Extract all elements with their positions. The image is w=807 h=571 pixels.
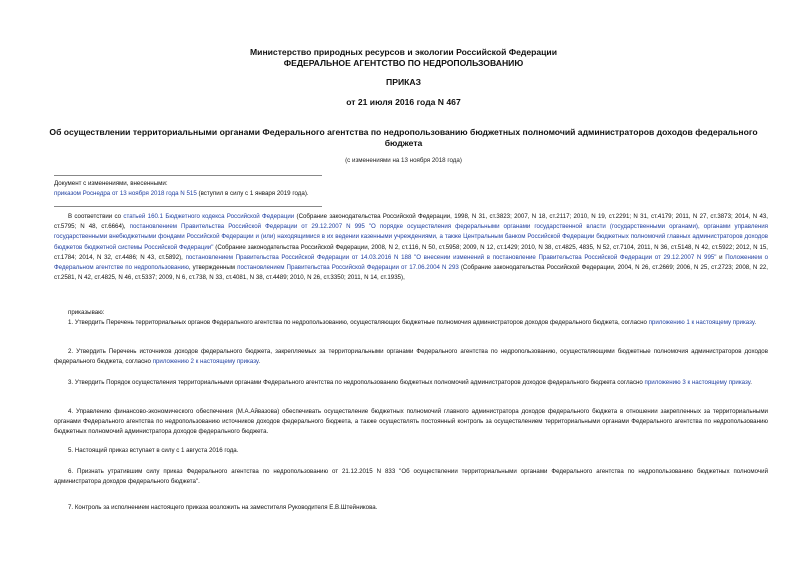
appendix-1-link[interactable]: приложению 1 к настоящему приказу [648, 319, 755, 326]
amendment-link[interactable]: приказом Роснедра от 13 ноября 2018 года N 515 [54, 190, 197, 197]
basis-text-5: , утвержденным [188, 264, 238, 272]
appendix-3-link[interactable]: приложению 3 к настоящему приказу [644, 379, 751, 386]
agency-regulation-link[interactable]: Положением о Федеральном агентстве по недропользованию [54, 253, 769, 272]
item-1 [54, 318, 768, 328]
item-2-end: . [258, 358, 261, 366]
amendments-note: (с изменениями на 13 ноября 2018 года) [345, 157, 462, 164]
government-decree-995-link[interactable]: постановлением Правительства Российской Федерации от 29.12.2007 N 995 "О порядке осуществления федеральными органами государственной власти (государственными органами), органами управления государственными внебюджетными фондами Российской Федерации и (или) находящимися в их ведении казенными учреждениями, а также Центральным банком Российской Федерации бюджетных полномочий главных администраторов доходов бюджетов бюджетной системы Российской Федерации" [54, 223, 769, 251]
item-1-text: 1. Утвердить Перечень территориальных органов Федерального агентства по недропользованию, осуществляющих бюджетные полномочия администраторов доходов федерального бюджета, согласно [68, 319, 649, 326]
amendments-line [54, 189, 322, 199]
amendment-suffix: (вступил в силу с 1 января 2019 года). [196, 190, 309, 197]
basis-text-2: (Собрание законодательства Российской Федерации, 1998, N 31, ст.3823; 2007, N 18, ст.2117; 2010, N 19, ст.2291; N 31, ст.4179; 2011, N 27, ст.3873; 2014, N 43, ст.5795; N 48, ст.6664), [54, 213, 768, 231]
item-7: 7. Контроль за исполнением настоящего приказа возложить на заместителя Руководителя Е.В.Штейникова. [68, 504, 378, 511]
item-6: 6. Признать утратившим силу приказ Федерального агентства по недропользованию от 21.12.2015 N 833 "Об осуществлении территориальными органами Федерального агентства по недропользованию бюджетных полномочий администратора доходов федерального бюджета". [54, 468, 768, 486]
basis-text-1: В соответствии со [68, 213, 124, 220]
item-3-text: 3. Утвердить Порядок осуществления территориальными органами Федерального агентства по недропользованию бюджетных полномочий администраторов доходов федерального бюджета согласно [68, 379, 645, 386]
document-date-number: от 21 июля 2016 года N 467 [346, 97, 461, 107]
item-2-text: 2. Утвердить Перечень источников доходов федерального бюджета, закрепляемых за территориальными органами Федерального агентства по недропользованию, осуществляющими бюджетные полномочия администраторов доходов федерального бюджета, согласно [54, 348, 768, 366]
item-2 [54, 347, 768, 367]
item-3 [54, 378, 768, 388]
amendments-box [54, 175, 322, 207]
item-1-end: . [754, 319, 757, 326]
basis-text-4: и [716, 253, 726, 261]
order-word: приказываю: [68, 309, 105, 316]
document-subject: Об осуществлении территориальными органами Федерального агентства по недропользованию бюджетных полномочий администраторов доходов федерального бюджета [49, 127, 758, 148]
government-decree-293-link[interactable]: постановлением Правительства Российской Федерации от 17.06.2004 N 293 [237, 264, 459, 272]
item-3-end: . [750, 379, 752, 386]
document-header [0, 47, 807, 68]
document-type: ПРИКАЗ [386, 77, 421, 87]
government-decree-188-link[interactable]: постановлением Правительства Российской Федерации от 14.03.2016 N 188 "О внесении изменений в постановление Правительства Российской Федерации от 29.12.2007 N 995" [185, 253, 717, 261]
agency-name: ФЕДЕРАЛЬНОЕ АГЕНТСТВО ПО НЕДРОПОЛЬЗОВАНИЮ [283, 57, 524, 68]
basis-paragraph [54, 212, 768, 283]
item-5: 5. Настоящий приказ вступает в силу с 1 августа 2016 года. [68, 447, 239, 454]
ministry-name: Министерство природных ресурсов и экологии Российской Федерации [250, 47, 557, 57]
basis-text-6: (Собрание законодательства Российской Федерации, 2004, N 26, ст.2669; 2006, N 25, ст.2723; 2008, N 22, ст.2581, N 42, ст.4825, N 46, ст.5337; 2009, N 6, ст.738, N 33, ст.4081, N 38, ст.4489; 2010, N 26, ст.3350; 2011, N 14, ст.1935), [54, 264, 768, 282]
budget-code-link[interactable]: статьей 160.1 Бюджетного кодекса Российской Федерации [123, 213, 295, 220]
item-4: 4. Управлению финансово-экономического обеспечения (М.А.Айвазова) обеспечивать осуществление бюджетных полномочий главного администратора доходов федерального бюджета в отношении закрепленных за территориальными органами Федерального агентства по недропользованию источников доходов федерального бюджета, а также осуществлять постоянный контроль за осуществлением территориальными органами Федерального агентства по недропользованию бюджетных полномочий администратора доходов федерального бюджета. [54, 408, 768, 436]
amendments-intro: Документ с изменениями, внесенными: [54, 180, 168, 187]
basis-text-3: (Собрание законодательства Российской Федерации, 2008, N 2, ст.116, N 50, ст.5958; 2009, N 12, ст.1429; 2010, N 38, ст.4825, 4835, N 52, ст.7104, 2011, N 36, ст.5148, N 42, ст.5922; 2012, N 15, ст.1784; 2014, N 32, ст.4486; N 43, ст.5892), [54, 243, 769, 261]
appendix-2-link[interactable]: приложению 2 к настоящему приказу [152, 358, 259, 366]
